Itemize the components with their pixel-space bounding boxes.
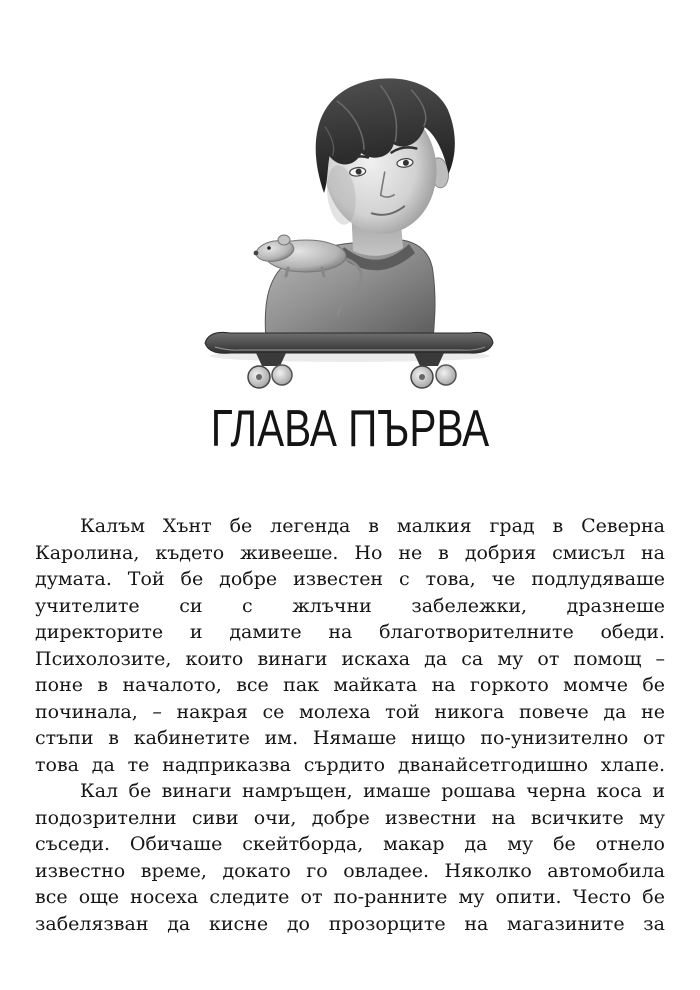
boy-figure <box>265 71 465 340</box>
skateboard <box>205 332 493 388</box>
text-line: стъпи в кабинетите им. Нямаше нищо по-унизително от <box>35 727 665 749</box>
text-line: Калъм Хънт бе легенда в малкия град в Северна <box>80 515 665 537</box>
text-line: Каролина, където живееше. Но не в добрия смисъл на <box>35 541 665 564</box>
chapter-title: ГЛАВА ПЪРВА <box>210 400 490 458</box>
text-line: думата. Той бе добре известен с това, че подлудяваше <box>35 568 665 590</box>
text-line: поне в началото, все пак майката на горкото момче бе <box>35 674 665 696</box>
text-line: директорите и дамите на благотворителните обеди. <box>35 621 665 643</box>
paragraph <box>35 778 665 937</box>
text-line: учителите си с жлъчни забележки, дразнеше <box>35 594 665 617</box>
paragraph <box>35 513 665 778</box>
text-line: известно време, докато го овладее. Няколко автомобила <box>35 859 665 882</box>
text-line: забелязван да кисне до прозорците на магазините за <box>35 912 665 935</box>
chapter-body <box>35 513 665 937</box>
text-line: съседи. Обичаше скейтборда, макар да му бе отнело <box>35 833 665 855</box>
text-line: подозрителни сиви очи, добре известни на всичките му <box>35 806 665 829</box>
text-line: починала, – накрая се молеха той никога повече да не <box>35 700 665 723</box>
text-line: Психолозите, които винаги искаха да са му от помощ – <box>35 647 665 670</box>
text-line: Кал бе винаги намръщен, имаше рошава черна коса и <box>80 780 665 802</box>
chapter-illustration <box>0 0 700 400</box>
text-line: все още носеха следите от по-ранните му опити. Често бе <box>35 886 665 908</box>
text-line: това да те надприказва сърдито дванайсетгодишно хлапе. <box>35 753 665 776</box>
